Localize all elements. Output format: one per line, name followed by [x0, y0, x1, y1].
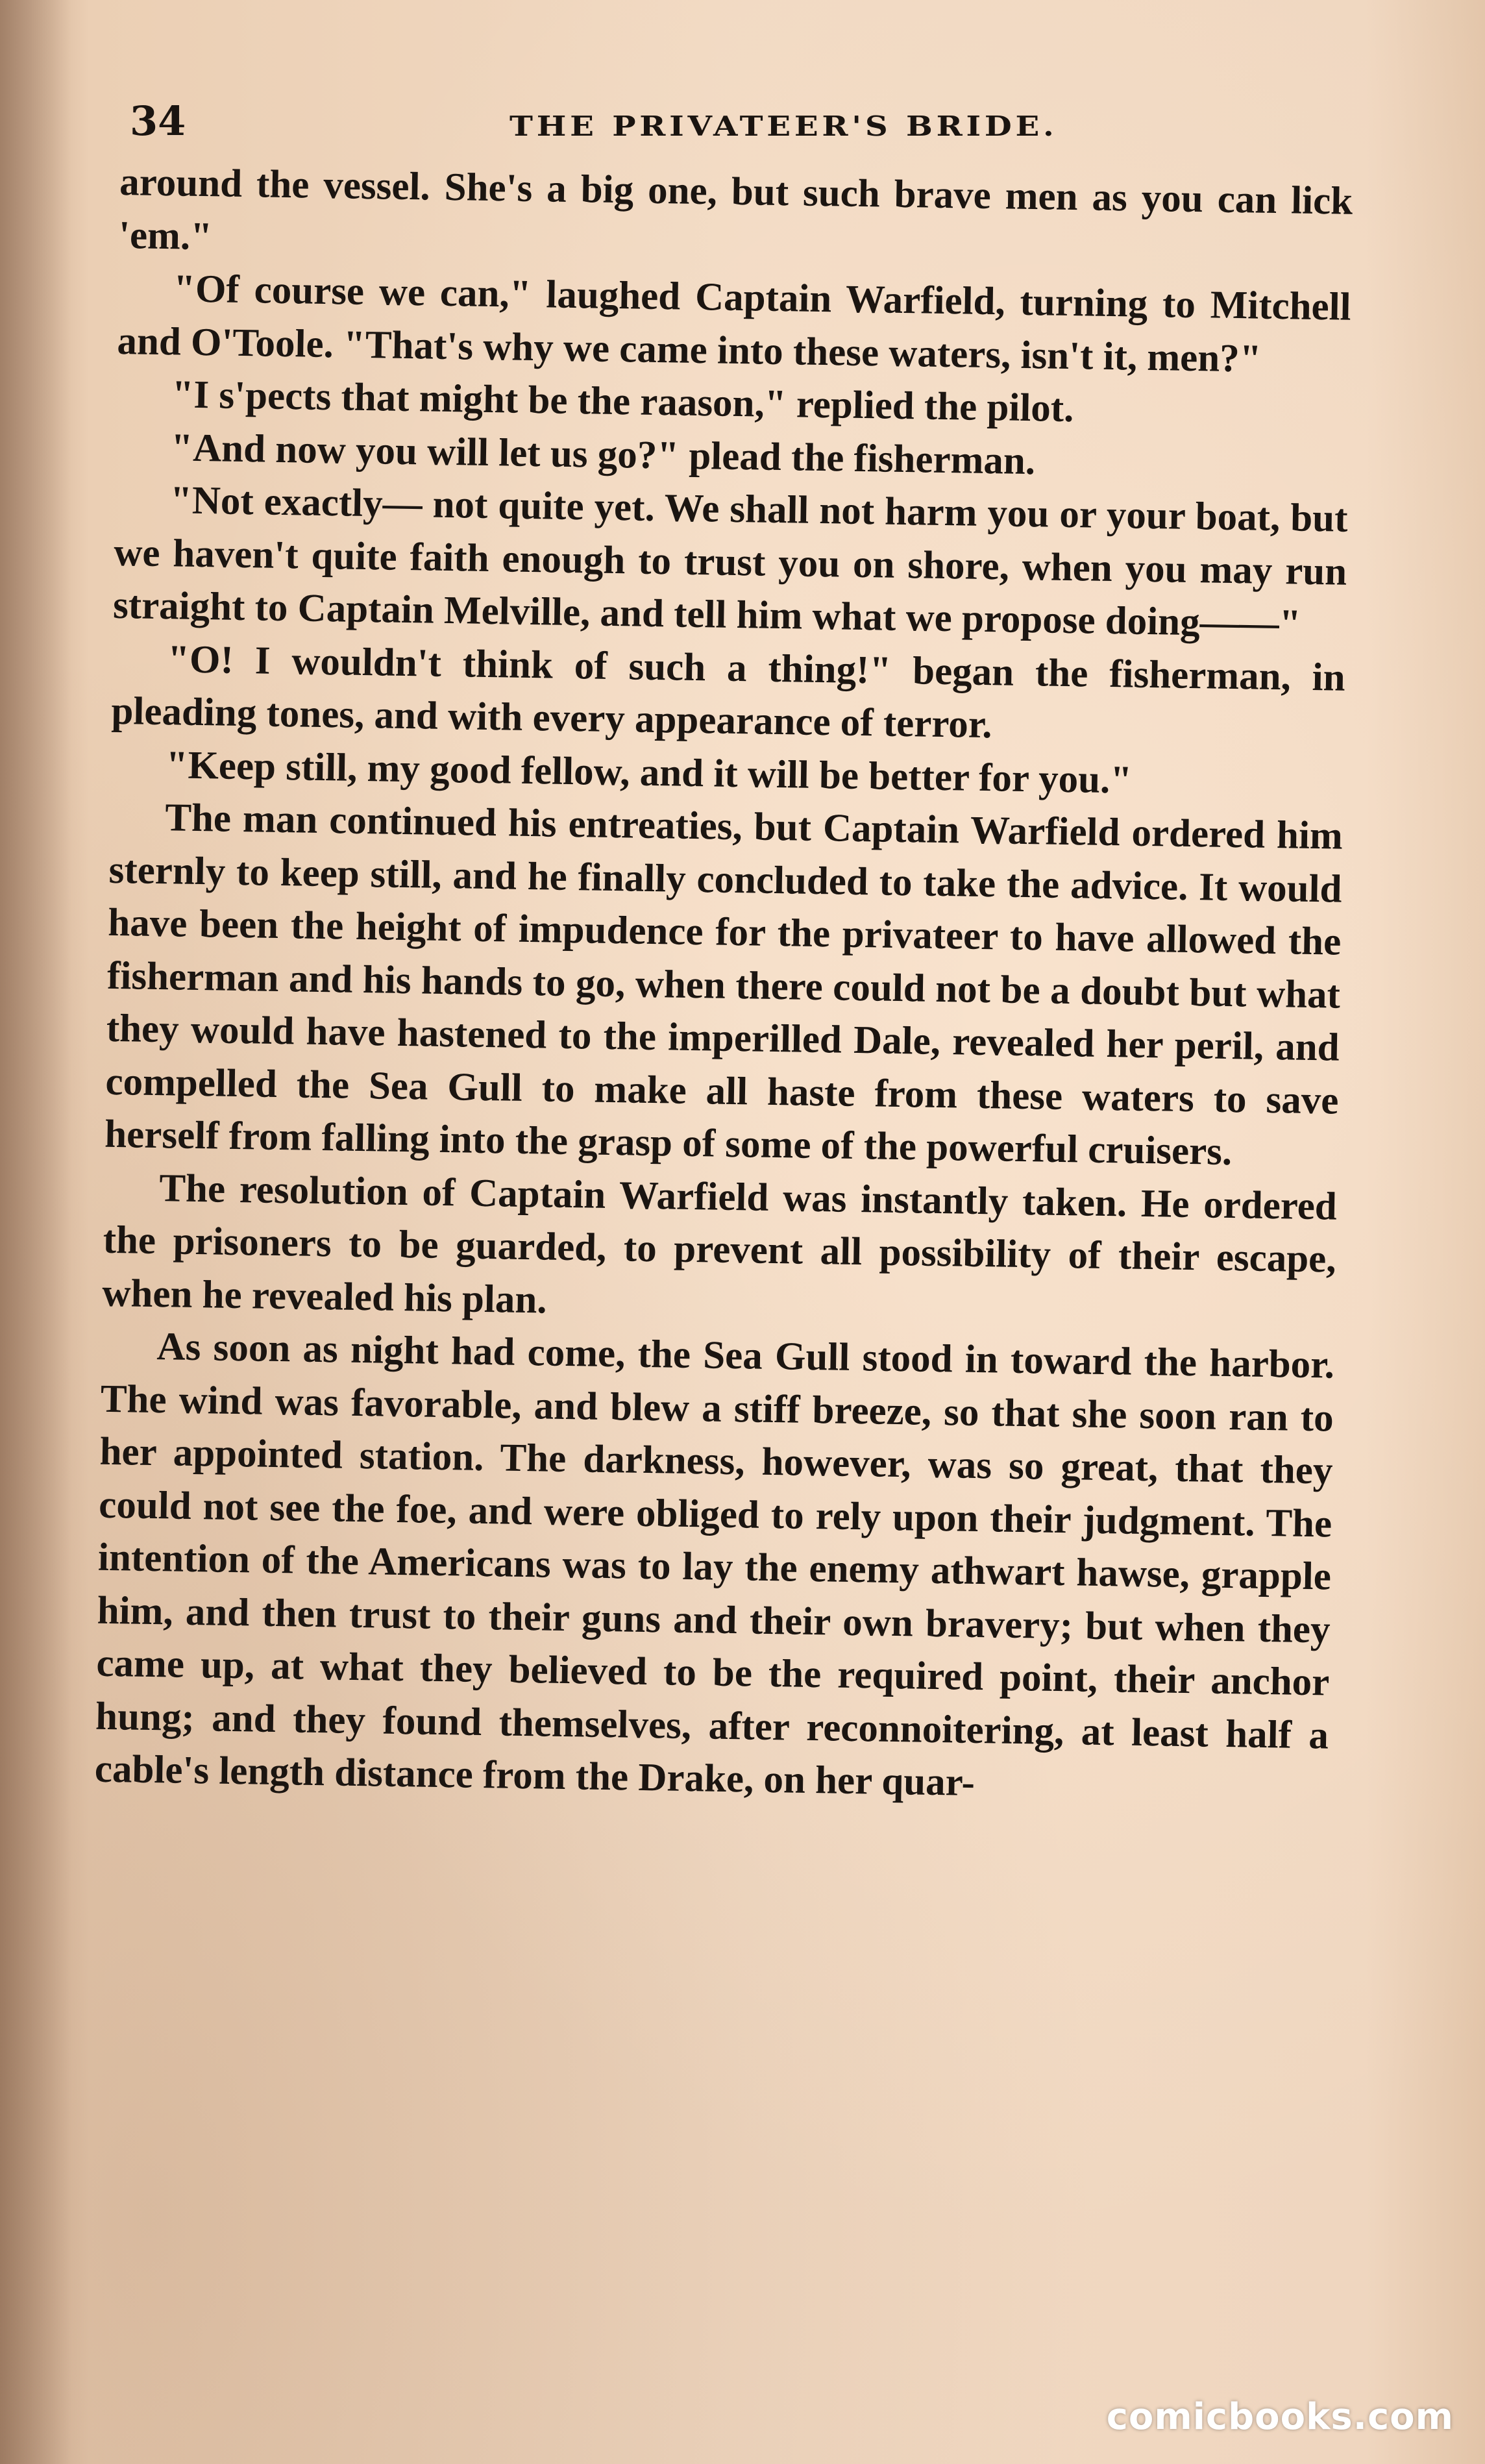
paragraph: The man continued his entreaties, but Captain Warfield ordered him sternly to keep still, and he finally concluded to take the advice. It would have been the height of impudence for the privateer to have allowed the fisherman and his hands to go, when there could not be a doubt but what they would have hastened to the imperilled Dale, revealed her peril, and compelled the Sea Gull to make all haste from these waters to save herself from falling into the grasp of some of the powerful cruisers.	[104, 796, 1344, 1174]
paragraph: As soon as night had come, the Sea Gull stood in toward the harbor. The wind was favorable, and blew a stiff breeze, so that she soon ran to her appointed station. The darkness, however, was so great, that they could not see the foe, and were obliged to rely upon their judgment. The intention of the Americans was to lay the enemy athwart hawse, grapple him, and then trust to their guns and their own bravery; but when they came up, at what they believed to be the required point, their anchor hung; and they found themselves, after reconnoitering, at least half a cable's length distance from the Drake, on her quar-	[94, 1325, 1335, 1805]
body-text	[87, 156, 1353, 2284]
paragraph: around the vessel. She's a big one, but such brave men as you can lick 'em."	[118, 160, 1353, 258]
source-watermark: comicbooks.com	[1106, 2396, 1454, 2438]
paragraph: "I s'pects that might be the raason," replied the pilot.	[171, 373, 1074, 431]
paragraph: "Not exactly— not quite yet. We shall not harm you or your boat, but we haven't quite faith enough to trust you on shore, when you may run straight to Captain Melville, and tell him what we propose doing——"	[112, 478, 1348, 646]
paragraph: "Keep still, my good fellow, and it will be better for you."	[166, 743, 1133, 802]
page-header	[130, 97, 1363, 149]
paragraph: "And now you will let us go?" plead the fisherman.	[170, 425, 1036, 483]
paragraph: "Of course we can," laughed Captain Warfield, turning to Mitchell and O'Toole. "That's why we came into these waters, isn't it, men?"	[116, 267, 1352, 381]
page-number: 34	[130, 97, 186, 145]
paragraph: The resolution of Captain Warfield was instantly taken. He ordered the prisoners to be guarded, to prevent all possibility of their escape, when he revealed his plan.	[101, 1166, 1338, 1322]
binding-shadow	[0, 0, 71, 2464]
running-title: THE PRIVATEER'S BRIDE.	[509, 110, 1058, 142]
paragraph: "O! I wouldn't think of such a thing!" began the fisherman, in pleading tones, and with every appearance of terror.	[111, 637, 1346, 747]
